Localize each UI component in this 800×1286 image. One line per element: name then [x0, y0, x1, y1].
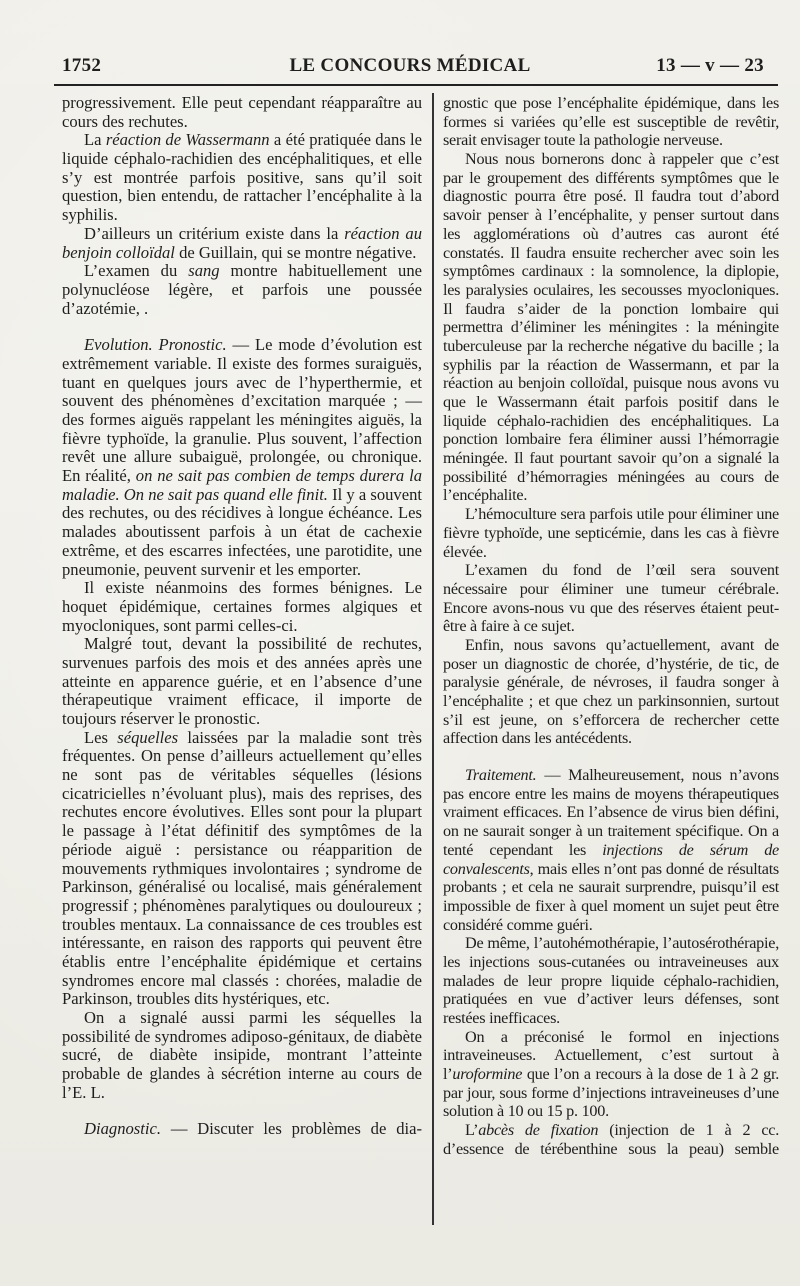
text-run: — Malheureusement, nous n’avons pas encore entre les mains de moyens thérapeutiques vraiment efficaces. En l’absence de virus bien défini, on ne saurait songer à un traitement spécifique. On a tenté cependant les [443, 766, 779, 859]
italic-text: injections de sérum de convalescents [443, 840, 779, 878]
journal-title: LE CONCOURS MÉDICAL [289, 55, 531, 76]
paragraph [62, 1120, 422, 1139]
paragraph [443, 150, 779, 505]
paragraph [443, 561, 779, 636]
text-run: a été pratiquée dans le liquide céphalo-rachidien des encéphalitiques, et elle s’y est montrée parfois positive, sans qu’il soit question, bien entendu, de rattacher l’encéphalite à la syphilis. [62, 130, 422, 225]
paragraph [62, 336, 422, 579]
right-column [443, 94, 779, 1159]
column-divider [432, 93, 434, 1225]
text-run: gnostic que pose l’encéphalite épidémique, dans les formes si variées qu’elle est susceptible de revêtir, serait envisager toute la pathologie nerveuse. [443, 94, 779, 150]
text-run: Nous nous bornerons donc à rappeler que c’est par le groupement des différents symptômes que le diagnostic pourra être posé. Il faudra tout d’abord savoir penser à l’encéphalite, y penser surtout dans les agglomérations où d’autres cas auront été constatés. Il faudra ensuite rechercher avec soin les symptômes cardinaux : la somnolence, la diplopie, les paralysies oculaires, les secousses myocloniques. Il faudra s’aider de la ponction lombaire qui permettra d’éliminer les méningites : la méningite tuberculeuse par la recherche négative du bacille ; la syphilis par la réaction de Wassermann, et par la réaction au benjoin colloïdal, puisque nous avons vu que le Wassermann était parfois positif dans le liquide céphalo-rachidien des encéphalitiques. La ponction lombaire fera éliminer aussi l’hémorragie méningée. Il faut pourtant savoir qu’on a signalé la possibilité d’hémorragies méningées au cours de l’encéphalite. [443, 150, 779, 505]
text-run: Il existe néanmoins des formes bénignes. Le hoquet épidémique, certaines formes algiques et myocloniques, sont parmi celles-ci. [62, 578, 422, 635]
italic-text: réaction de Wassermann [105, 130, 270, 150]
italic-text: sang [188, 261, 220, 281]
text-run: D’ailleurs un critérium existe dans la [84, 223, 345, 243]
issue-date: 13 — v — 23 [656, 55, 764, 76]
text-run: progressivement. Elle peut cependant réapparaître au cours des rechutes. [62, 93, 422, 131]
text-run: On a préconisé le formol en injections intraveineuses. Actuellement, c’est surtout à l’ [443, 1027, 779, 1084]
text-run: — Discuter les problèmes de dia- [160, 1119, 422, 1139]
paragraph [62, 225, 422, 262]
text-run: De même, l’autohémothérapie, l’autosérothérapie, les injections sous-cutanées ou intraveineuses aux malades de leur propre liquide céphalo-rachidien, pratiquées en vue d’activer leurs défenses, sont restées inefficaces. [443, 934, 779, 1027]
text-run: (injection de 1 à 2 cc. d’essence de térébenthine sous la peau) semble [443, 1121, 779, 1158]
paragraph [62, 1009, 422, 1102]
text-run: — Le mode d’évolution est extrêmement variable. Il existe des formes suraiguës, tuant en quelques jours avec de l’hyperthermie, et souvent des phénomènes d’excitation marquée ; — des formes aiguës rappelant les méningites aiguës, la fièvre typhoïde, la granulie. Plus souvent, l’affection revêt une allure subaiguë, prolongée, ou chronique. En réalité, [62, 335, 422, 486]
paragraph [443, 94, 779, 150]
italic-text: Diagnostic. [84, 1119, 161, 1139]
text-run: que l’on a recours à la dose de 1 à 2 gr. par jour, sous forme d’injections intraveineuses d’une solution à 10 ou 15 p. 100. [443, 1065, 779, 1121]
text-run: On a signalé aussi parmi les séquelles la possibilité de syndromes adiposo-génitaux, de diabète sucré, de diabète insipide, montrant l’atteinte probable de glandes à sécrétion interne au cours de l’E. L. [62, 1008, 422, 1102]
text-run: L’examen du [84, 261, 189, 281]
paragraph [443, 934, 779, 1027]
header-rule [54, 84, 778, 86]
paragraph [443, 505, 779, 561]
italic-text: Traitement. [465, 766, 537, 785]
left-column [62, 94, 422, 1139]
paragraph [443, 1028, 779, 1121]
text-run: laissées par la maladie sont très fréquentes. On pense d’ailleurs actuellement qu’elles ne sont pas de véritables séquelles (lésions cicatricielles n’évoluant plus), mais des reprises, des rechutes encore évolutives. Elles sont pour la plupart le passage à l’état définitif des symptômes de la période aiguë : persistance ou réapparition de mouvements rythmiques involontaires ; syndrome de Parkinson, généralisé ou localisé, mais généralement progressif ; phénomènes paralytiques ou douloureux ; troubles mentaux. La connaissance de ces troubles est intéressante, en raison des rapports qui peuvent être établis entre l’encéphalite épidémique et certains syndromes encore mal classés : chorées, maladie de Parkinson, troubles dits hystériques, etc. [62, 727, 422, 1009]
page-number: 1752 [62, 55, 102, 76]
text-run: de Guillain, qui se montre négative. [174, 242, 417, 262]
text-run: Malgré tout, devant la possibilité de rechutes, survenues parfois des mois et des années après une atteinte en apparence guérie, et en l’absence d’une thérapeutique vraiment efficace, il importe de toujours réserver le pronostic. [62, 634, 422, 728]
paragraph [443, 766, 779, 934]
text-run: Il y a souvent des rechutes, ou des récidives à longue échéance. Les malades aboutissent parfois à un état de cachexie extrême, et des escarres infectées, une parotidite, une pneumonie, peuvent survenir et les emporter. [62, 484, 422, 579]
paragraph [62, 131, 422, 224]
paragraph [62, 94, 422, 131]
italic-text: réaction au benjoin colloïdal [62, 223, 423, 262]
italic-text: abcès de fixation [478, 1121, 599, 1140]
text-run: Les [84, 727, 118, 747]
paragraph [62, 579, 422, 635]
paragraph [443, 1121, 779, 1158]
text-run: , mais elles n’ont pas donné de résultats probants ; et cela ne saurait surprendre, puisqu’il est impossible de fixer à quel moment un sujet peut être considéré comme guéri. [443, 859, 779, 934]
italic-text: uroformine [452, 1065, 523, 1084]
text-run: Enfin, nous savons qu’actuellement, avant de poser un diagnostic de chorée, d’hystérie, de tic, de paralysie générale, de névroses, il faudra songer à l’encéphalite ; et que chez un parkinsonnien, surtout s’il est jeune, on s’efforcera de rechercher cette affection dans les antécédents. [443, 635, 779, 748]
paragraph [443, 636, 779, 748]
text-run: L’examen du fond de l’œil sera souvent nécessaire pour éliminer une tumeur cérébrale. Encore avons-nous vu que des réserves étaient peut-être à faire à ce sujet. [443, 561, 779, 636]
paragraph [62, 729, 422, 1009]
text-run: L’hémoculture sera parfois utile pour éliminer une fièvre typhoïde, une septicémie, dans les cas à fièvre élevée. [443, 505, 779, 561]
text-run: La [84, 130, 106, 150]
text-run: L’ [465, 1121, 479, 1140]
text-run: montre habituellement une polynucléose légère, et parfois une poussée d’azotémie, . [62, 261, 423, 318]
italic-text: on ne sait pas combien de temps durera la maladie. On ne sait pas quand elle finit. [62, 466, 422, 504]
paragraph [62, 635, 422, 728]
italic-text: Evolution. Pronostic. [84, 335, 227, 355]
italic-text: séquelles [117, 727, 179, 747]
paragraph [62, 262, 422, 318]
